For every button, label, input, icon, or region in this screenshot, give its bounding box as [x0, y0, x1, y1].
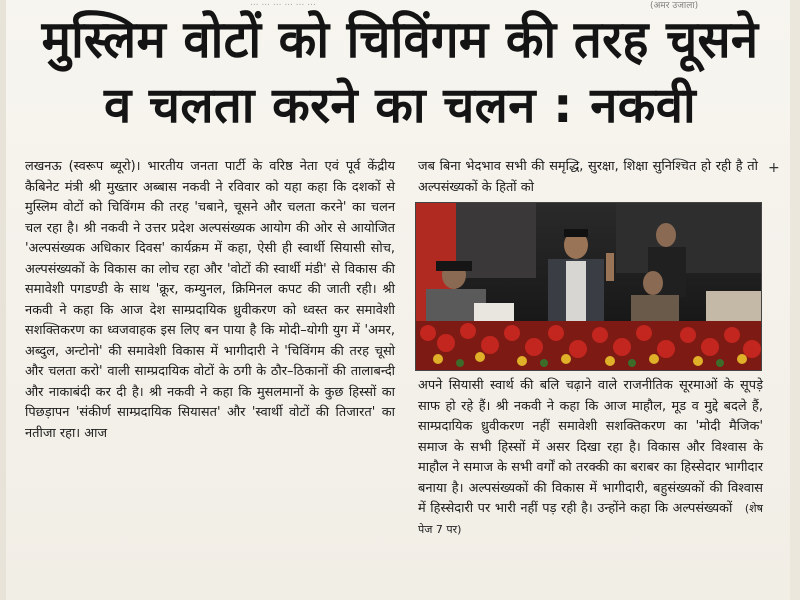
article-right-bottom: [418, 376, 763, 540]
page-header-text: (अमर उजाला): [650, 1, 699, 11]
headline: [0, 10, 800, 138]
event-stage-photo: [415, 202, 762, 371]
article-right-top: [418, 157, 758, 198]
article-right-bottom-text: अपने सियासी स्वार्थ की बलि चढ़ाने वाले राजनीतिक सूरमाओं के सूपड़े साफ हो रहे हैं। श्री नकवी ने कहा कि आज माहौल, मूड व मुद्दे बदले हैं, साम्प्रदायिक ध्रुवीकरण नहीं समावेशी सशक्तिकरण का 'मोदी मैजिक' समाज के सभी हिस्सों में असर दिखा रहा है। विकास और विश्वास के माहौल ने समाज के सभी वर्गों को तरक्की का बराबर का हिस्सेदार भागीदार बनाया है। अल्पसंख्यकों की विकास में भागीदारी, बहुसंख्यकों की विश्वास में हिस्सेदारी पर भारी नहीं पड़ रही है। उन्होंने कहा कि अल्पसंख्यकों: [418, 378, 763, 516]
article-right-top-text: जब बिना भेदभाव सभी की समृद्धि, सुरक्षा, शिक्षा सुनिश्चित हो रही है तो अल्पसंख्यकों के हितों को: [418, 159, 758, 195]
headline-line-1: मुस्लिम वोटों को चिविंगम की तरह चूसने: [41, 9, 759, 70]
headline-line-2: व चलता करने का चलन : नकवी: [104, 77, 696, 134]
article-left-text: लखनऊ (स्वरूप ब्यूरो)। भारतीय जनता पार्टी के वरिष्ठ नेता एवं पूर्व केंद्रीय कैबिनेट मंत्री श्री मुख्तार अब्बास नकवी ने रविवार को यहा कहा कि दशकों से मुस्लिम वोटों को चिविंगम की तरह 'चबाने, चूसने और चलता करने' का चलन चल रहा है। श्री नकवी ने उत्तर प्रदेश अल्पसंख्यक आयोग की ओर से आयोजित 'अल्पसंख्यक अधिकार दिवस' कार्यक्रम में कहा, ऐसी ही स्वार्थी सियासी सोच, अल्पसंख्यकों के विकास का लोच रहा और 'वोटों की स्वार्थी मंडी' से विकास की समावेशी पगडण्डी के साथ 'क्रूर, कम्युनल, क्रिमिनल कपट की जाती रही। श्री नकवी ने कहा कि आज देश साम्प्रदायिक ध्रुवीकरण को ध्वस्त कर समावेशी सशक्तिकरण का ध्वजवाहक इस लिए बन पाया है कि मोदी–योगी युग में 'अमर, अब्दुल, अन्टोनो' की समावेशी विकास में भागीदारी ने 'चिविंगम की तरह चूसो और चलता करो' वाली साम्प्रदायिक वोटों के ठगी के ठौर–ठिकानों की तालाबन्दी और नाकाबंदी कर दी है। श्री नकवी ने कहा कि मुसलमानों के कुछ हिस्सों का पिछड़ापन 'संकीर्ण साम्प्रदायिक सियासत' और 'स्वार्थी वोटों की तिजारत' का नतीजा रहा। आज: [25, 159, 395, 441]
article-left-column: [25, 157, 395, 444]
previous-article-text: ... ... ... ... ... ...: [250, 0, 316, 8]
continued-on-page-label: (शेष पेज 7 पर): [418, 502, 763, 536]
registration-mark-icon: +: [768, 160, 780, 176]
photo-illustration: [416, 203, 761, 370]
